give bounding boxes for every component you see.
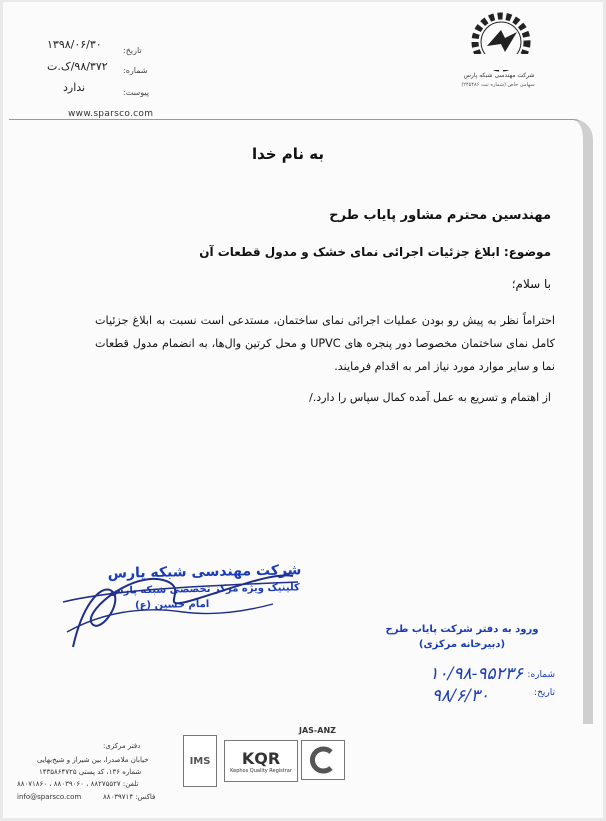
stamp-line-2: کلینیک ویژه مرکز تخصصی شبکه پارس — [109, 582, 300, 597]
closing-line: از اهتمام و تسریع به عمل آمده کمال سپاس را دارد./ — [309, 391, 551, 404]
office-address: خیابان ملاصدرا، بین شیراز و شیخ‌بهایی — [37, 756, 149, 764]
receipt-title: ورود به دفتر شرکت پایاب طرح — [385, 624, 539, 635]
number-value: ۹۸/۳۷۲/ک.ت — [47, 60, 108, 73]
receipt-date-label: تاریخ: — [534, 688, 555, 698]
attachment-value: ندارد — [63, 81, 86, 94]
receipt-stamp — [365, 624, 559, 710]
number-label: شماره: — [123, 66, 148, 75]
kqr-cert-logo — [224, 740, 298, 782]
receipt-number-value: ۱۰/۹۸-۹۵۲۳۶ — [429, 664, 523, 684]
greeting: با سلام؛ — [511, 277, 551, 291]
bismillah-heading: به نام خدا — [251, 145, 325, 163]
company-gear-logo-icon — [461, 8, 541, 72]
receipt-date-value: ۹۸/۶/۳۰ — [431, 686, 489, 706]
email-address[interactable]: info@sparsco.com — [17, 793, 82, 801]
fax-number: فاکس: ۸۸۰۳۹۷۱۴ — [103, 793, 156, 801]
jas-anz-logo-icon — [301, 740, 345, 780]
handwritten-signature-icon — [43, 542, 303, 662]
subject-line: موضوع: ابلاغ جزئیات اجرائی نمای خشک و مدول قطعات آن — [199, 245, 551, 259]
receipt-number-label: شماره: — [527, 670, 555, 680]
office-label: دفتر مرکزی: — [103, 742, 141, 750]
jas-anz-label: JAS-ANZ — [299, 726, 336, 735]
letter-page — [3, 2, 603, 818]
date-label: تاریخ: — [123, 46, 142, 55]
website-link[interactable]: www.sparsco.com — [68, 109, 154, 119]
kqr-cert-subtext: Kephos Quality Registrar — [230, 767, 292, 774]
attachment-label: پیوست: — [123, 88, 150, 97]
company-name: شرکت مهندسی شبکه پارس — [463, 72, 535, 79]
addressee: مهندسین محترم مشاور پایاب طرح — [329, 208, 551, 223]
ims-cert-logo — [183, 735, 217, 787]
letter-body: احتراماً نظر به پیش رو بودن عملیات اجرائی نمای ساختمان، مستدعی است نسبت به ابلاغ جزئیات کامل نمای ساختمان مخصوصا دور پنجره های UPVC و محل کرتین وال‌ها، به انضمام مدول قطعات نما و سایر موارد مورد نیاز امر به اقدام فرمایند. — [95, 314, 555, 373]
ims-cert-text: IMS — [189, 755, 211, 767]
receipt-subtitle: (دبیرخانه مرکزی) — [418, 639, 506, 650]
stamp-line-3: امام حسین (ع) — [135, 598, 210, 612]
phone-numbers: تلفن: ۸۸۲۷۵۵۲۷ ، ۸۸۰۳۹۰۶۰ ، ۸۸۰۷۱۸۶۰ — [17, 780, 139, 788]
stamp-line-1: شرکت مهندسی شبکه پارس — [107, 562, 302, 582]
kqr-cert-text: KQR — [241, 748, 281, 768]
date-value: ۱۳۹۸/۰۶/۳۰ — [47, 38, 102, 51]
office-address-2: شماره ۱۳۶، کد پستی ۱۴۳۵۸۶۴۷۲۵ — [39, 768, 142, 776]
registry-line: سهامی خاص (شماره ثبت ۲۴۵۴۸۶) — [461, 82, 535, 88]
